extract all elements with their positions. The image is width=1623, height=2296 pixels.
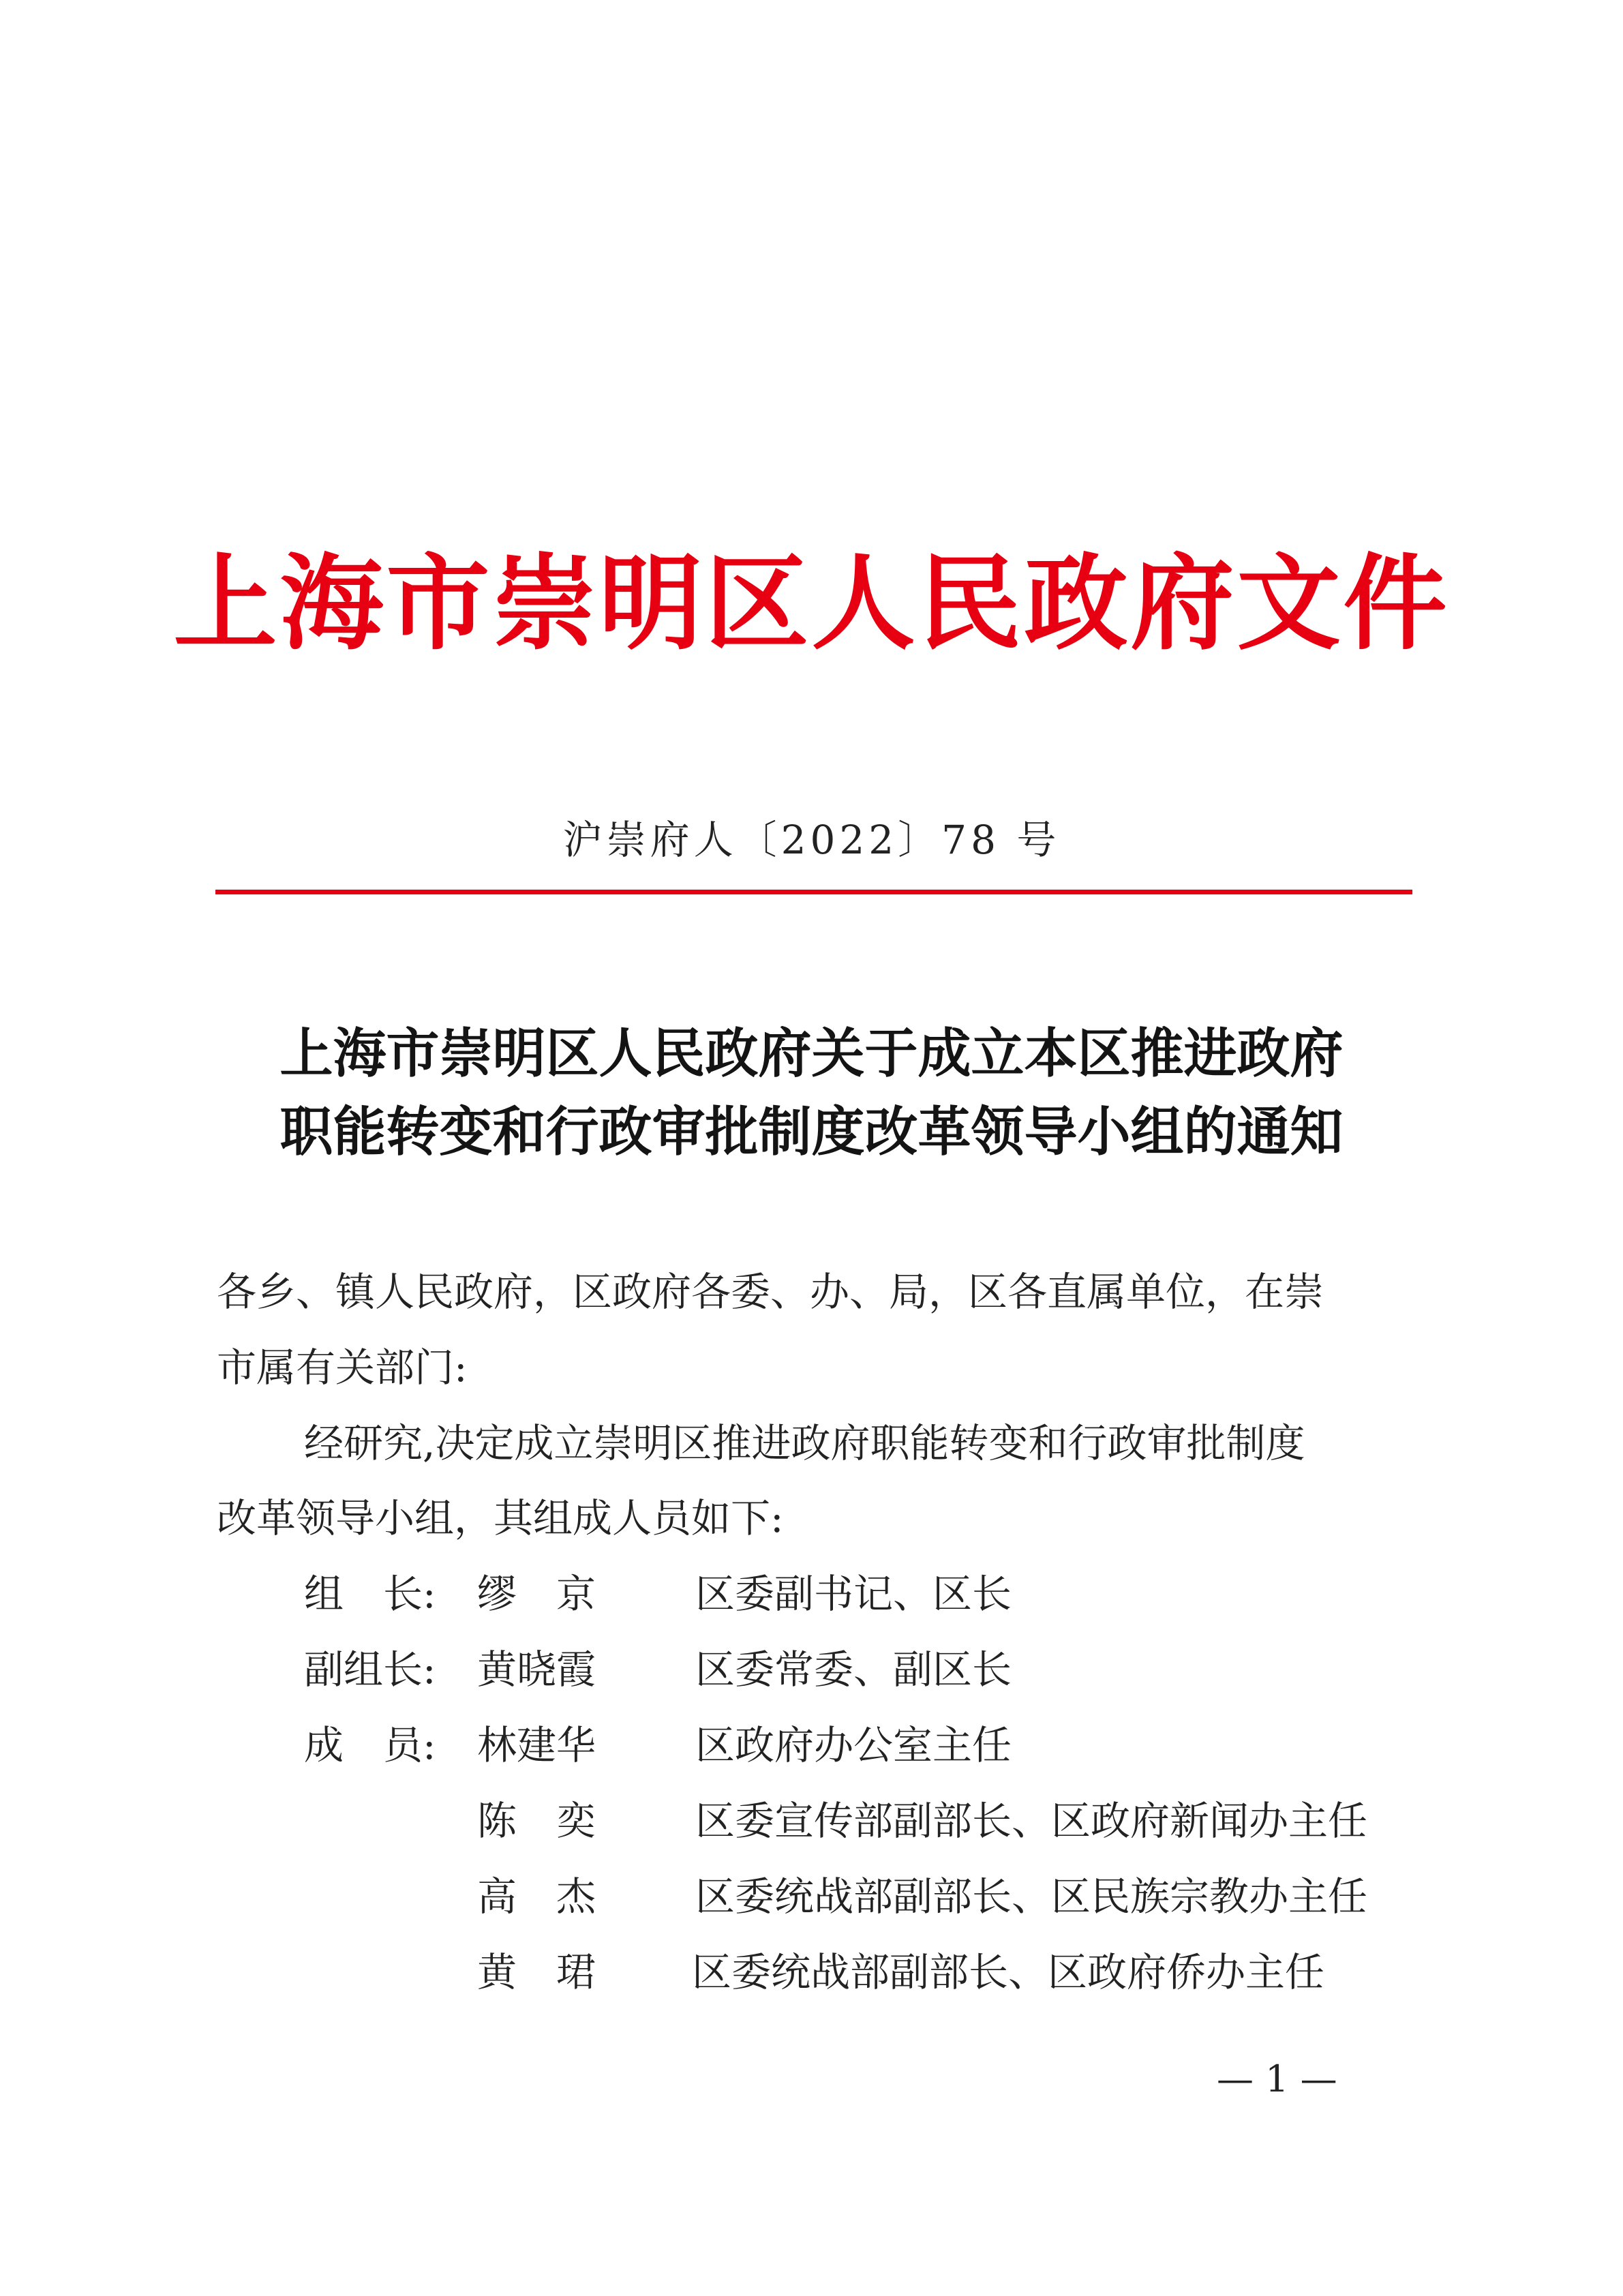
addressee-line-1: 各乡、镇人民政府，区政府各委、办、局，区各直属单位，在崇 bbox=[217, 1269, 1324, 1315]
page-number: — 1 — bbox=[1217, 2057, 1337, 2100]
addressee-line-2: 市属有关部门: bbox=[217, 1344, 468, 1391]
member-name: 黄晓霞 bbox=[477, 1646, 596, 1693]
member-role-label: 成 员: bbox=[304, 1722, 436, 1768]
body-paragraph-line-1: 经研究,决定成立崇明区推进政府职能转变和行政审批制度 bbox=[304, 1420, 1305, 1466]
document-title-line-1: 上海市崇明区人民政府关于成立本区推进政府 bbox=[279, 1023, 1344, 1085]
member-name: 缪 京 bbox=[477, 1571, 596, 1617]
issuer-header: 上海市崇明区人民政府文件 bbox=[173, 542, 1450, 664]
member-role-label: 组 长: bbox=[304, 1571, 436, 1617]
member-position: 区委统战部副部长、区政府侨办主任 bbox=[692, 1949, 1325, 1995]
member-position: 区委统战部副部长、区民族宗教办主任 bbox=[695, 1873, 1368, 1920]
member-position: 区委副书记、区长 bbox=[695, 1571, 1012, 1617]
body-paragraph-line-2: 改革领导小组，其组成人员如下: bbox=[217, 1495, 784, 1541]
member-name: 高 杰 bbox=[477, 1873, 596, 1920]
document-title-line-2: 职能转变和行政审批制度改革领导小组的通知 bbox=[279, 1101, 1344, 1163]
member-name: 黄 珺 bbox=[477, 1949, 596, 1995]
member-name: 陈 奕 bbox=[477, 1798, 596, 1844]
member-role-label: 副组长: bbox=[304, 1646, 436, 1693]
member-position: 区委宣传部副部长、区政府新闻办主任 bbox=[695, 1798, 1368, 1844]
header-divider bbox=[215, 890, 1412, 894]
member-name: 林建华 bbox=[477, 1722, 596, 1768]
member-position: 区委常委、副区长 bbox=[695, 1646, 1012, 1693]
document-number: 沪崇府人〔2022〕78 号 bbox=[562, 817, 1061, 863]
member-position: 区政府办公室主任 bbox=[695, 1722, 1012, 1768]
